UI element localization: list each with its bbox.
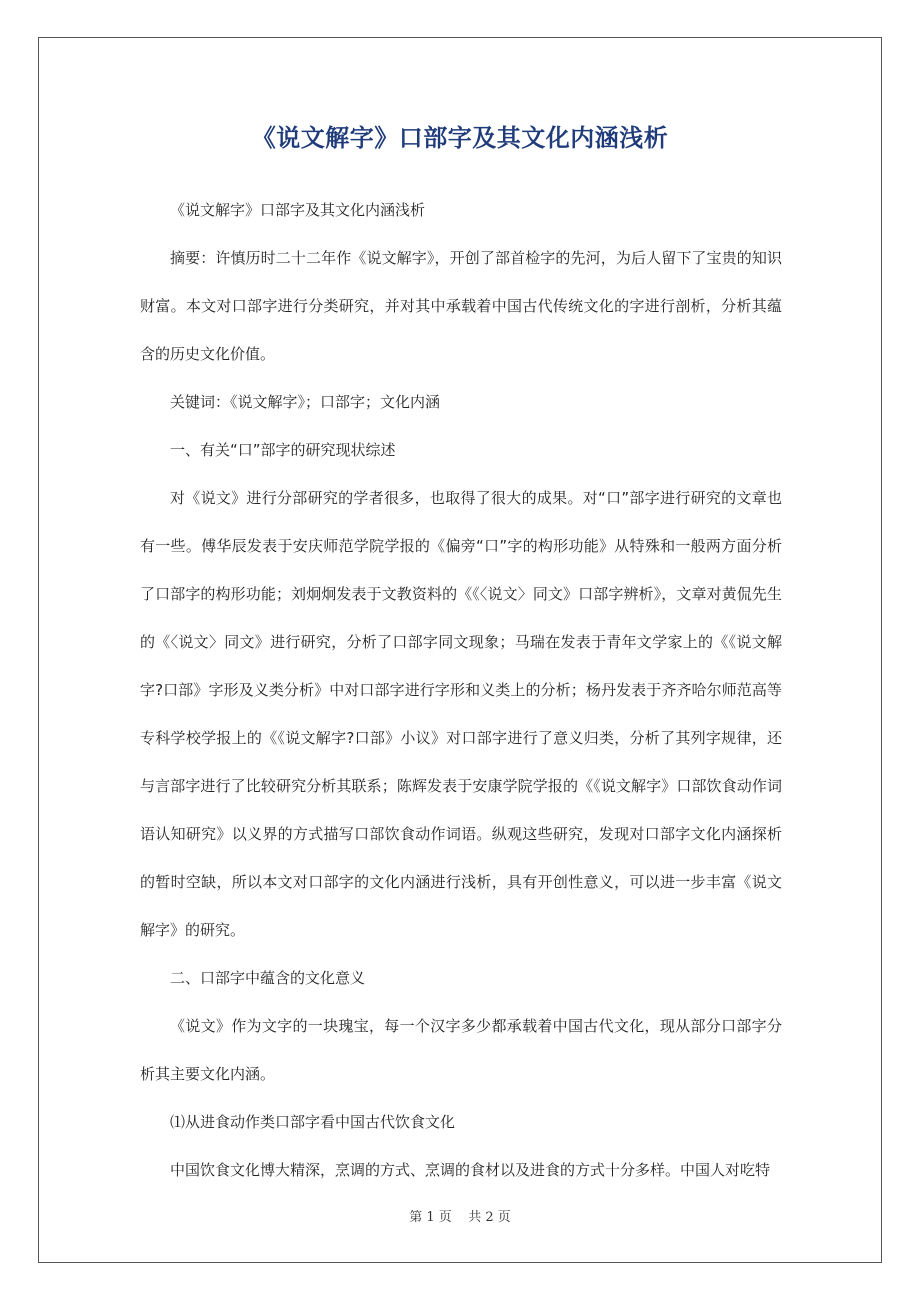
abstract-paragraph: 摘要：许慎历时二十二年作《说文解字》，开创了部首检字的先河，为后人留下了宝贵的知识财富。本文对口部字进行分类研究，并对其中承载着中国古代传统文化的字进行剖析，分析其蕴含的历史文化价值。 [140, 249, 782, 363]
body-paragraph: 《说文》作为文字的一块瑰宝，每一个汉字多少都承载着中国古代文化，现从部分口部字分析其主要文化内涵。 [140, 1017, 782, 1083]
document-body [140, 186, 782, 1194]
document-title: 《说文解字》口部字及其文化内涵浅析 [251, 124, 669, 152]
body-paragraph: 对《说文》进行分部研究的学者很多，也取得了很大的成果。对“口”部字进行研究的文章也有一些。傅华辰发表于安庆师范学院学报的《偏旁“口”字的构形功能》从特殊和一般两方面分析了口部字的构形功能；刘炯炯发表于文教资料的《《〈说文〉同文》口部字辨析》，文章对黄侃先生的《〈说文〉同文》进行研究，分析了口部字同文现象；马瑞在发表于青年文学家上的《《说文解字?口部》字形及义类分析》中对口部字进行字形和义类上的分析；杨丹发表于齐齐哈尔师范高等专科学校学报上的《《说文解字?口部》小议》对口部字进行了意义归类，分析了其列字规律，还与言部字进行了比较研究分析其联系；陈辉发表于安康学院学报的《《说文解字》口部饮食动作词语认知研究》以义界的方式描写口部饮食动作词语。纵观这些研究，发现对口部字文化内涵探析的暂时空缺，所以本文对口部字的文化内涵进行浅析，具有开创性意义，可以进一步丰富《说文解字》的研究。 [140, 489, 782, 939]
section-heading-1: 一、有关“口”部字的研究现状综述 [170, 441, 396, 459]
subtitle-paragraph: 《说文解字》口部字及其文化内涵浅析 [170, 201, 426, 219]
subsection-heading: ⑴从进食动作类口部字看中国古代饮食文化 [170, 1113, 456, 1131]
page-number: 第 1 页 [409, 1210, 452, 1225]
body-paragraph: 中国饮食文化博大精深，烹调的方式、烹调的食材以及进食的方式十分多样。中国人对吃特 [170, 1161, 771, 1179]
total-pages: 共 2 页 [468, 1210, 511, 1225]
section-heading-2: 二、口部字中蕴含的文化意义 [170, 969, 366, 987]
keywords-paragraph: 关键词：《说文解字》；口部字；文化内涵 [170, 393, 441, 411]
page-footer [0, 1206, 920, 1225]
